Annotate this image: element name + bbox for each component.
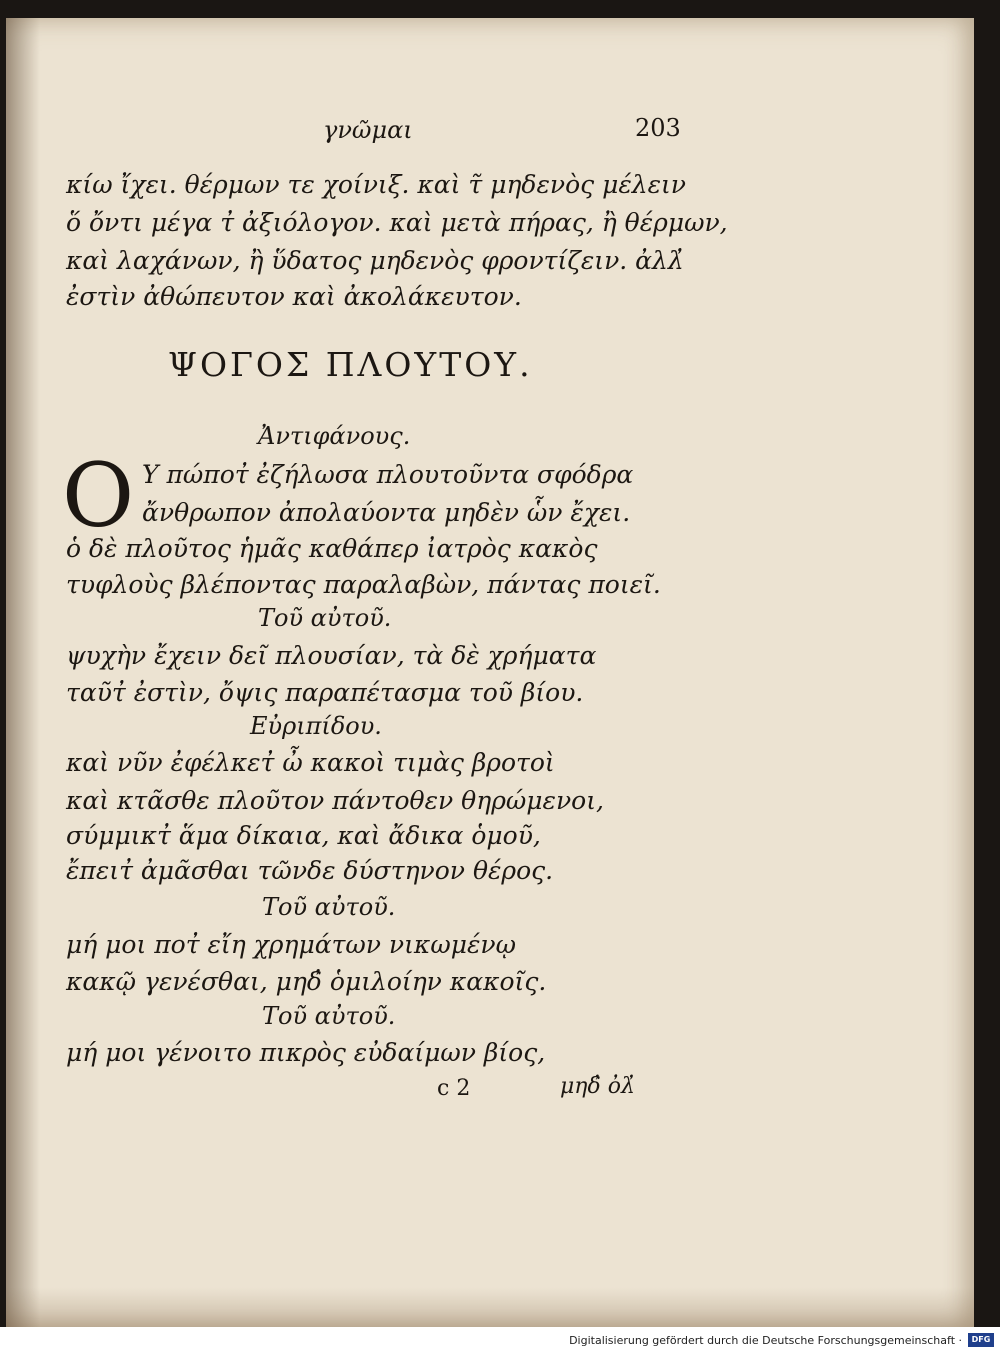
verse-line: καὶ κτᾶσθε πλοῦτον πάντοθεν θηρώμενοι,	[66, 786, 604, 815]
verse-line: μή μοι ποτ̓ εἴη χρημάτων νικωμένῳ	[66, 930, 516, 959]
attribution-tou-autou: Τοῦ αὐτοῦ.	[262, 1002, 396, 1030]
verse-line: τυφλοὺς βλέποντας παραλαβὼν, πάντας ποιεῖ.	[66, 570, 661, 599]
body-line: ὅ ὄντι μέγα τ̓ ἀξιόλογον. καὶ μετὰ πήρας, ἢ θέρμων,	[66, 208, 728, 237]
dfg-logo-icon: DFG	[968, 1333, 994, 1347]
attribution-tou-autou: Τοῦ αὐτοῦ.	[262, 893, 396, 921]
footer-credit: Digitalisierung gefördert durch die Deutsche Forschungsgemeinschaft ·	[569, 1334, 962, 1347]
attribution-tou-autou: Τοῦ αὐτοῦ.	[258, 604, 392, 632]
body-line: ἐστὶν ἀθώπευτον καὶ ἀκολάκευτον.	[66, 282, 522, 311]
body-line: καὶ λαχάνων, ἢ ὕδατος μηδενὸς φροντίζειν. ἀλλ̓	[66, 246, 684, 275]
page-gutter-shadow	[6, 18, 40, 1327]
signature-mark: c 2	[437, 1076, 471, 1101]
verse-line: ταῦτ̓ ἐστὶν, ὄψις παραπέτασμα τοῦ βίου.	[66, 678, 584, 707]
verse-line: Υ πώποτ̓ ἐζήλωσα πλουτοῦντα σφόδρα	[142, 460, 634, 489]
attribution-antiphanes: Ἀντιφάνους.	[258, 422, 411, 450]
verse-line: ὁ δὲ πλοῦτος ἡμᾶς καθάπερ ἰατρὸς κακὸς	[66, 534, 598, 563]
body-line: κίω ἴχει. θέρμων τε χοίνιξ. καὶ τ̃ μηδενὸς μέλειν	[66, 170, 687, 199]
section-heading: ΨΟΓΟΣ ΠΛΟΥΤΟΥ.	[168, 345, 533, 384]
drop-cap: O	[62, 444, 135, 547]
running-head: γνῶμαι	[323, 116, 413, 144]
verse-line: ἔπειτ̓ ἀμᾶσθαι τῶνδε δύστηνον θέρος.	[66, 856, 554, 885]
attribution-euripides: Εὐριπίδου.	[250, 712, 382, 740]
catchword: μηδ̓ ὀλ̓	[560, 1074, 635, 1099]
verse-line: καὶ νῦν ἐφέλκετ̓ ὦ κακοὶ τιμὰς βροτοὶ	[66, 748, 555, 777]
page-bottom-shadow	[6, 1287, 974, 1327]
page-number: 203	[635, 114, 681, 142]
verse-line: ἄνθρωπον ἀπολαύοντα μηδὲν ὧν ἔχει.	[142, 498, 631, 527]
verse-line: ψυχὴν ἔχειν δεῖ πλουσίαν, τὰ δὲ χρήματα	[66, 641, 597, 670]
digitization-footer	[0, 1327, 1000, 1354]
verse-line: μή μοι γένοιτο πικρὸς εὐδαίμων βίος,	[66, 1038, 546, 1067]
verse-line: σύμμικτ̓ ἅμα δίκαια, καὶ ἄδικα ὁμοῦ,	[66, 821, 541, 850]
verse-line: κακῷ γενέσθαι, μηδ̓ ὁμιλοίην κακοῖς.	[66, 967, 547, 996]
